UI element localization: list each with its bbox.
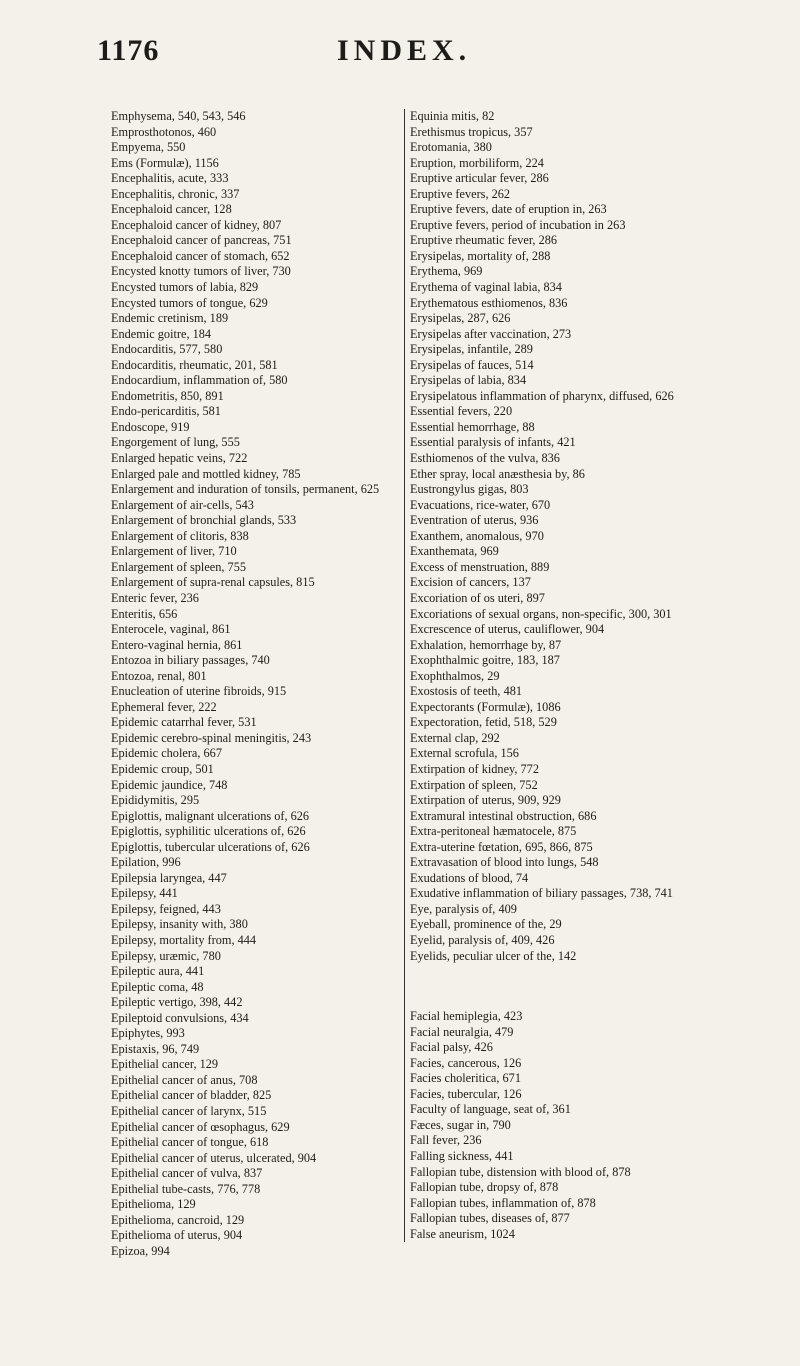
index-entry: Entozoa in biliary passages, 740 <box>111 653 270 668</box>
index-entry: Encysted knotty tumors of liver, 730 <box>111 264 291 279</box>
index-entry: Excoriation of os uteri, 897 <box>410 590 545 605</box>
index-entry: Faculty of language, seat of, 361 <box>410 1102 571 1117</box>
index-entry: Essential hemorrhage, 88 <box>410 419 535 434</box>
index-entry: Extirpation of spleen, 752 <box>410 777 538 792</box>
index-entry: Epithelioma of uterus, 904 <box>111 1228 243 1243</box>
index-entry: Eyeball, prominence of the, 29 <box>410 917 562 932</box>
index-entry: Facial palsy, 426 <box>410 1040 493 1055</box>
index-entry: Endo-pericarditis, 581 <box>111 404 221 419</box>
index-entry: Extirpation of kidney, 772 <box>410 761 539 776</box>
index-entry: Endocardium, inflammation of, 580 <box>111 373 288 388</box>
index-column-left <box>111 109 396 1259</box>
index-entry: Essential paralysis of infants, 421 <box>410 435 576 450</box>
index-entry: External scrofula, 156 <box>410 746 519 761</box>
index-entry: Entero-vaginal hernia, 861 <box>111 637 243 652</box>
index-entry: Eye, paralysis of, 409 <box>410 901 517 916</box>
index-entry: Encephaloid cancer of pancreas, 751 <box>111 233 292 248</box>
index-entry: Epidemic cholera, 667 <box>111 746 222 761</box>
index-entry: Endoscope, 919 <box>111 419 190 434</box>
index-entry: Epithelial cancer of uterus, ulcerated, 904 <box>111 1150 317 1165</box>
index-entry: Epileptic aura, 441 <box>111 964 205 979</box>
index-entry: Facial hemiplegia, 423 <box>410 1009 523 1024</box>
index-entry: External clap, 292 <box>410 730 500 745</box>
index-section-e <box>410 109 750 964</box>
index-entry: Erotomania, 380 <box>410 140 492 155</box>
index-column-right <box>404 109 750 1242</box>
index-entry: Epilepsia laryngea, 447 <box>111 870 227 885</box>
index-entry: Epiglottis, tubercular ulcerations of, 626 <box>111 839 310 854</box>
index-entry: Fallopian tubes, diseases of, 877 <box>410 1211 570 1226</box>
index-entry: Epilepsy, uræmic, 780 <box>111 948 221 963</box>
index-entry: Epilepsy, 441 <box>111 886 178 901</box>
index-entry: Epileptoid convulsions, 434 <box>111 1010 249 1025</box>
index-entry: Enucleation of uterine fibroids, 915 <box>111 684 287 699</box>
index-entry: Exostosis of teeth, 481 <box>410 684 523 699</box>
index-entry: Exudations of blood, 74 <box>410 870 529 885</box>
page-header <box>0 34 800 84</box>
index-entry: Epiphytes, 993 <box>111 1026 185 1041</box>
index-entry: Erythematous esthiomenos, 836 <box>410 295 568 310</box>
index-entry: Epilation, 996 <box>111 855 181 870</box>
index-entry: Exophthalmos, 29 <box>410 668 500 683</box>
index-entry: Enteritis, 656 <box>111 606 178 621</box>
index-entry: Eventration of uterus, 936 <box>410 513 539 528</box>
index-entry: Epithelial cancer of œsophagus, 629 <box>111 1119 290 1134</box>
index-entry: Endemic goitre, 184 <box>111 326 212 341</box>
index-entry: Entozoa, renal, 801 <box>111 668 207 683</box>
index-entry: Esthiomenos of the vulva, 836 <box>410 451 560 466</box>
index-section-f <box>410 1009 750 1242</box>
index-entry: Expectorants (Formulæ), 1086 <box>410 699 561 714</box>
index-entry: Emphysema, 540, 543, 546 <box>111 109 246 123</box>
index-entry: Epidemic jaundice, 748 <box>111 777 228 792</box>
index-entry: Fallopian tubes, inflammation of, 878 <box>410 1195 596 1210</box>
index-entry: Encephaloid cancer, 128 <box>111 202 232 217</box>
index-entry: Encysted tumors of tongue, 629 <box>111 295 268 310</box>
index-entry: Epididymitis, 295 <box>111 793 200 808</box>
index-entry: Enlarged pale and mottled kidney, 785 <box>111 466 301 481</box>
index-entry: Erysipelas of labia, 834 <box>410 373 527 388</box>
index-entry: Empyema, 550 <box>111 140 186 155</box>
index-entry: Epileptic coma, 48 <box>111 979 204 994</box>
page-number: 1176 <box>97 34 160 67</box>
index-entry: Ether spray, local anæsthesia by, 86 <box>410 466 585 481</box>
index-entry: Exophthalmic goitre, 183, 187 <box>410 653 560 668</box>
index-entry: Erythema, 969 <box>410 264 483 279</box>
index-entry: Excrescence of uterus, cauliflower, 904 <box>410 622 605 637</box>
index-entry: Endocarditis, rheumatic, 201, 581 <box>111 357 278 372</box>
index-entry: Fallopian tube, dropsy of, 878 <box>410 1180 559 1195</box>
index-entry: Extra-uterine fœtation, 695, 866, 875 <box>410 839 593 854</box>
index-entry: Epidemic cerebro-spinal meningitis, 243 <box>111 730 312 745</box>
index-entry: Encysted tumors of labia, 829 <box>111 280 259 295</box>
index-entry: Epithelial tube-casts, 776, 778 <box>111 1181 261 1196</box>
index-entry: Eruptive fevers, period of incubation in 263 <box>410 217 626 232</box>
index-entry: Encephaloid cancer of stomach, 652 <box>111 248 290 263</box>
index-entry: Epidemic catarrhal fever, 531 <box>111 715 257 730</box>
index-entry: Erethismus tropicus, 357 <box>410 124 533 139</box>
index-entry: Equinia mitis, 82 <box>410 109 495 123</box>
index-entry: Epistaxis, 96, 749 <box>111 1041 200 1056</box>
index-entry: Epithelial cancer of vulva, 837 <box>111 1166 263 1181</box>
index-entry: Erysipelas, mortality of, 288 <box>410 248 551 263</box>
index-entry: Enterocele, vaginal, 861 <box>111 622 231 637</box>
index-entry: Engorgement of lung, 555 <box>111 435 240 450</box>
index-entry: Erysipelas of fauces, 514 <box>410 357 534 372</box>
index-entry: Endometritis, 850, 891 <box>111 388 224 403</box>
index-entry: Falling sickness, 441 <box>410 1149 514 1163</box>
index-entry: Emprosthotonos, 460 <box>111 124 217 139</box>
index-entry: Facial neuralgia, 479 <box>410 1024 514 1039</box>
index-entry: Enlargement of liver, 710 <box>111 544 237 559</box>
index-entry: Enlargement and induration of tonsils, permanent, 625 <box>111 482 380 497</box>
index-entry: Epithelial cancer of anus, 708 <box>111 1072 258 1087</box>
index-entry: Facies choleritica, 671 <box>410 1071 521 1086</box>
index-entry: Eruptive rheumatic fever, 286 <box>410 233 558 248</box>
index-entry: Facies, cancerous, 126 <box>410 1055 522 1070</box>
index-entry: Encephaloid cancer of kidney, 807 <box>111 217 282 232</box>
index-entry: Eyelids, peculiar ulcer of the, 142 <box>410 948 577 963</box>
index-entry: Erysipelas, infantile, 289 <box>410 342 533 357</box>
index-entry: Epilepsy, feigned, 443 <box>111 901 221 916</box>
index-entry: Exanthem, anomalous, 970 <box>410 528 544 543</box>
index-entry: Extramural intestinal obstruction, 686 <box>410 808 597 823</box>
index-entry: Epithelial cancer, 129 <box>111 1057 219 1072</box>
index-entry: Exanthemata, 969 <box>410 544 499 559</box>
index-entry: Eruptive articular fever, 286 <box>410 171 549 186</box>
index-entry: Expectoration, fetid, 518, 529 <box>410 715 557 730</box>
index-entry: Enlargement of clitoris, 838 <box>111 528 249 543</box>
index-entry: Epithelioma, cancroid, 129 <box>111 1212 245 1227</box>
index-entry: Epidemic croup, 501 <box>111 761 214 776</box>
index-entry: Enlargement of supra-renal capsules, 815 <box>111 575 315 590</box>
index-entry: Enteric fever, 236 <box>111 590 199 605</box>
index-entry: Epithelioma, 129 <box>111 1197 196 1212</box>
index-entry: Fallopian tube, distension with blood of, 878 <box>410 1164 631 1179</box>
index-entry: Endocarditis, 577, 580 <box>111 342 223 357</box>
index-entry: Endemic cretinism, 189 <box>111 311 229 326</box>
index-entry: Fall fever, 236 <box>410 1133 482 1148</box>
index-entry: Enlargement of air-cells, 543 <box>111 497 254 512</box>
index-entry: Epithelial cancer of tongue, 618 <box>111 1135 269 1150</box>
index-entry: Epiglottis, malignant ulcerations of, 626 <box>111 808 310 823</box>
index-entry: Extirpation of uterus, 909, 929 <box>410 793 561 808</box>
index-entry: Eruption, morbiliform, 224 <box>410 155 544 170</box>
index-entry: Erythema of vaginal labia, 834 <box>410 280 562 295</box>
index-entry: Exudative inflammation of biliary passages, 738, 741 <box>410 886 673 901</box>
index-entry: Erysipelatous inflammation of pharynx, diffused, 626 <box>410 388 674 403</box>
index-entry: Evacuations, rice-water, 670 <box>410 497 551 512</box>
index-entry: Facies, tubercular, 126 <box>410 1086 522 1101</box>
index-entry: Excoriations of sexual organs, non-specific, 300, 301 <box>410 606 672 621</box>
index-entry: Epithelial cancer of bladder, 825 <box>111 1088 272 1103</box>
index-entry: Encephalitis, acute, 333 <box>111 171 229 186</box>
index-entry: Extravasation of blood into lungs, 548 <box>410 855 599 870</box>
index-entry: Eustrongylus gigas, 803 <box>410 482 529 497</box>
section-gap <box>410 964 750 1009</box>
index-entry: Fæces, sugar in, 790 <box>410 1117 511 1132</box>
index-entry: Enlargement of spleen, 755 <box>111 559 247 574</box>
index-entry: Epizoa, 994 <box>111 1243 170 1258</box>
index-entry: Epilepsy, insanity with, 380 <box>111 917 248 932</box>
index-entry: Exhalation, hemorrhage by, 87 <box>410 637 562 652</box>
index-entry: Essential fevers, 220 <box>410 404 513 419</box>
index-entry: Epiglottis, syphilitic ulcerations of, 626 <box>111 824 306 839</box>
index-entry: False aneurism, 1024 <box>410 1226 515 1241</box>
index-entry: Epileptic vertigo, 398, 442 <box>111 995 243 1010</box>
index-entry: Ephemeral fever, 222 <box>111 699 217 714</box>
index-entry: Erysipelas, 287, 626 <box>410 311 511 326</box>
page-title: INDEX. <box>337 34 472 67</box>
index-entry: Eruptive fevers, date of eruption in, 263 <box>410 202 607 217</box>
index-entry: Enlargement of bronchial glands, 533 <box>111 513 297 528</box>
index-entry: Encephalitis, chronic, 337 <box>111 186 240 201</box>
index-entry: Extra-peritoneal hæmatocele, 875 <box>410 824 577 839</box>
index-entry: Excision of cancers, 137 <box>410 575 531 590</box>
index-entry: Eyelid, paralysis of, 409, 426 <box>410 932 555 947</box>
index-entry: Enlarged hepatic veins, 722 <box>111 451 248 466</box>
index-entry: Epilepsy, mortality from, 444 <box>111 932 257 947</box>
index-entry: Erysipelas after vaccination, 273 <box>410 326 572 341</box>
index-entry: Excess of menstruation, 889 <box>410 559 550 574</box>
index-entry: Ems (Formulæ), 1156 <box>111 155 219 170</box>
index-entry: Eruptive fevers, 262 <box>410 186 511 201</box>
index-entry: Epithelial cancer of larynx, 515 <box>111 1104 267 1118</box>
